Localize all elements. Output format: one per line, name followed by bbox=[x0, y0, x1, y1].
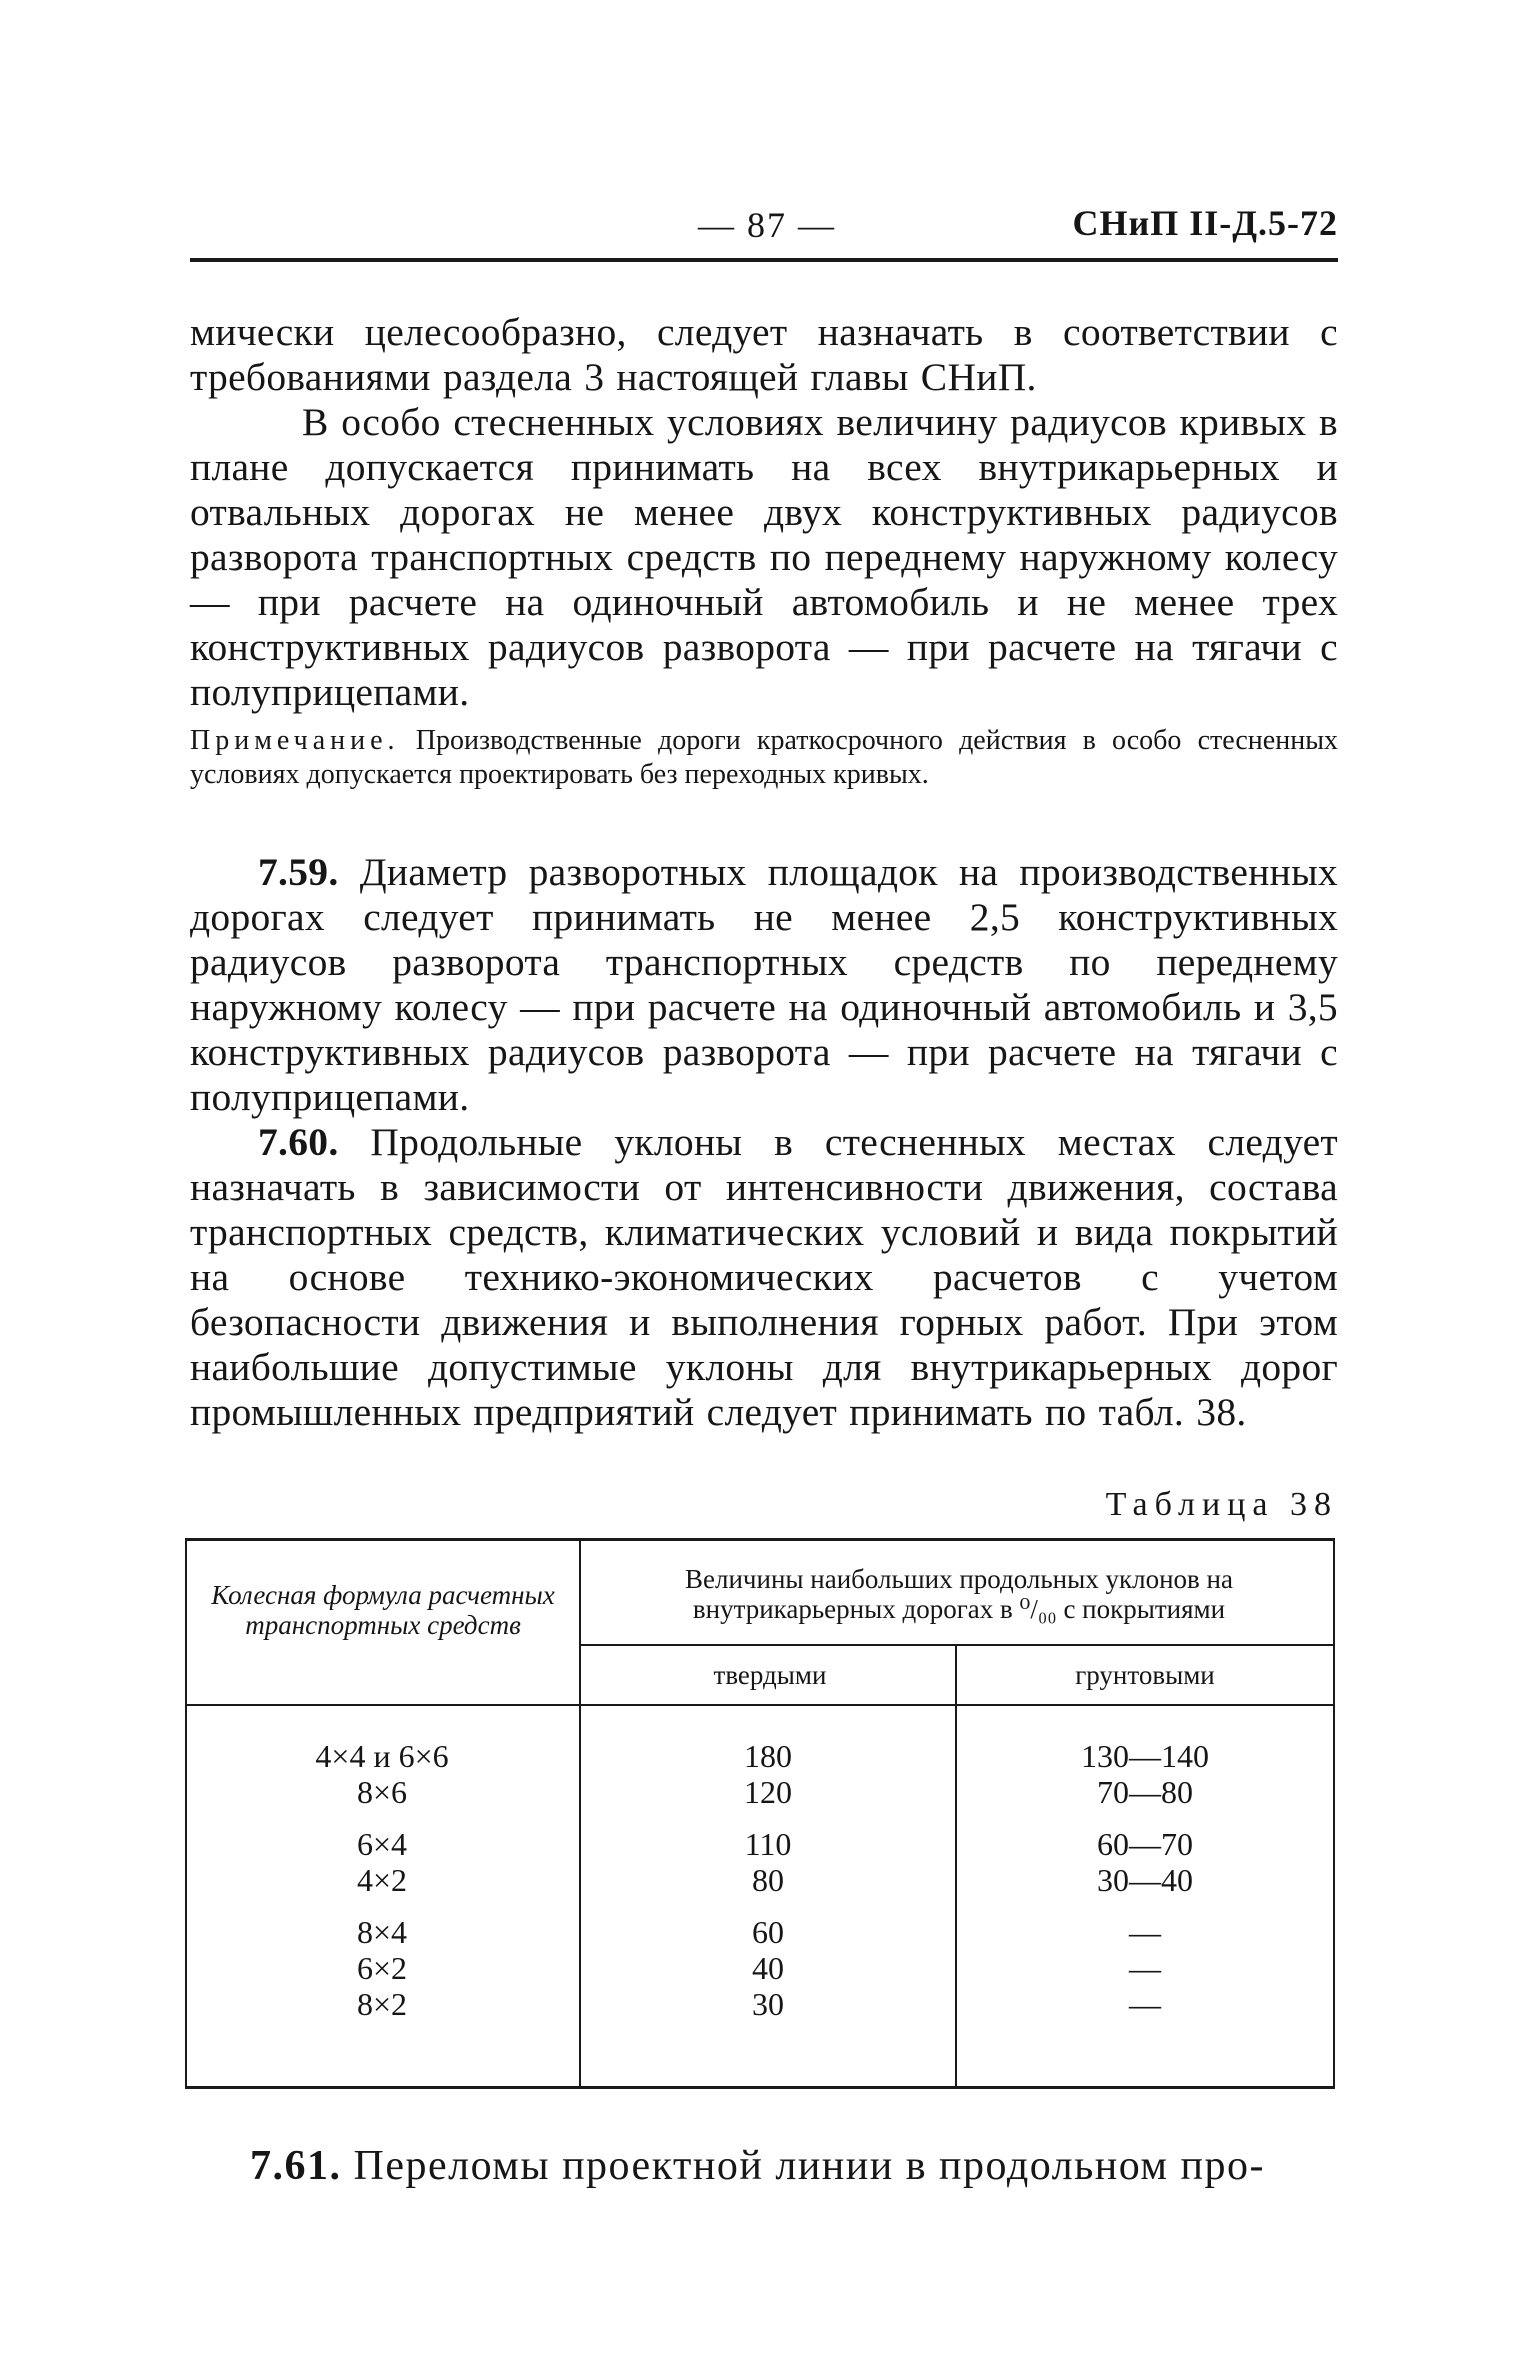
table-cell: 60 bbox=[752, 1914, 784, 1950]
table-bottom-rule bbox=[185, 2086, 1335, 2089]
page-header bbox=[190, 198, 1338, 258]
header-rule bbox=[190, 258, 1338, 262]
table-cell: 4×2 bbox=[356, 1862, 408, 1898]
column-hard bbox=[581, 1738, 955, 2022]
clause-text: Диаметр разворотных площадок на производственных дорогах следует принимать не менее 2,5 конструктивных радиусов разворота транспортных средств по переднему наружному колесу — при расчете на одиночный автомобиль и 3,5 конструктивных радиусов разворота — при расчете на тягачи с полуприцепами. bbox=[190, 850, 1338, 1119]
table-cell: 130—140 bbox=[1081, 1738, 1209, 1774]
table-cell: 120 bbox=[744, 1774, 792, 1810]
page-number: — 87 — bbox=[698, 205, 836, 245]
table-cell: 180 bbox=[744, 1738, 792, 1774]
paragraph-continuation: мически целесообразно, следует назначать в соответствии с требованиями раздела 3 настоящей главы СНиП. bbox=[190, 310, 1338, 399]
table-cell: 40 bbox=[752, 1950, 784, 1986]
table-header-rule bbox=[185, 1704, 1335, 1706]
table-cell: 8×2 bbox=[356, 1986, 408, 2022]
table-cell: 30 bbox=[752, 1986, 784, 2022]
header-wheel-formula: Колесная формула расчетных транспортных средств bbox=[211, 1580, 555, 1640]
paragraph-curve-radius: В особо стесненных условиях величину радиусов кривых в плане допускается принимать на всех внутрикарьерных и отвальных дорогах не менее двух конструктивных радиусов разворота транспортных средств по переднему наружному колесу — при расчете на одиночный автомобиль и не менее трех конструктивных радиусов разворота — при расчете на тягачи с полуприцепами. bbox=[190, 400, 1338, 714]
table-cell: 6×2 bbox=[356, 1950, 408, 1986]
table-cell: 80 bbox=[752, 1862, 784, 1898]
table-cell: 60—70 bbox=[1097, 1826, 1193, 1862]
gradient-table bbox=[185, 1538, 1335, 2090]
table-cell: — bbox=[1129, 1950, 1161, 1986]
note bbox=[190, 724, 1338, 792]
table-cell: 8×6 bbox=[356, 1774, 408, 1810]
table-cell: — bbox=[1129, 1986, 1161, 2022]
table-right-rule bbox=[1333, 1538, 1335, 2089]
paragraph-7-59 bbox=[190, 850, 1338, 1120]
table-cell: 6×4 bbox=[356, 1826, 408, 1862]
clause-number: 7.60. bbox=[258, 1120, 339, 1164]
table-cell: 30—40 bbox=[1097, 1862, 1193, 1898]
header-hard-surface: твердыми bbox=[713, 1660, 827, 1690]
document-code: СНиП II-Д.5-72 bbox=[1072, 203, 1338, 243]
column-formula bbox=[185, 1738, 579, 2022]
clause-text: Переломы проектной линии в продольном про- bbox=[353, 2143, 1265, 2189]
paragraph-7-61 bbox=[250, 2142, 1265, 2190]
table-caption: Таблица 38 bbox=[1105, 1486, 1338, 1523]
note-text: Производственные дороги краткосрочного действия в особо стесненных условиях допускается проектировать без переходных кривых. bbox=[190, 725, 1339, 790]
table-cell: 4×4 и 6×6 bbox=[315, 1738, 449, 1774]
header-gradient-values: Величины наибольших продольных уклонов на внутрикарьерных дорогах в ⁰/₀₀ с покрытиями bbox=[685, 1564, 1233, 1624]
column-soil bbox=[957, 1738, 1333, 2022]
clause-number: 7.61. bbox=[250, 2143, 342, 2189]
note-label: Примечание. bbox=[190, 725, 400, 756]
table-cell: 70—80 bbox=[1097, 1774, 1193, 1810]
header-soil-surface: грунтовыми bbox=[1075, 1660, 1215, 1690]
clause-number: 7.59. bbox=[258, 850, 339, 894]
table-top-rule bbox=[185, 1538, 1335, 1541]
table-subheader-rule bbox=[581, 1644, 1335, 1646]
paragraph-7-60 bbox=[190, 1120, 1338, 1435]
clause-text: Продольные уклоны в стесненных местах следует назначать в зависимости от интенсивности движения, состава транспортных средств, климатических условий и вида покрытий на основе технико-экономических расчетов с учетом безопасности движения и выполнения горных работ. При этом наибольшие допустимые уклоны для внутрикарьерных дорог промышленных предприятий следует принимать по табл. 38. bbox=[190, 1120, 1338, 1434]
table-cell: 110 bbox=[744, 1826, 792, 1862]
table-cell: — bbox=[1129, 1914, 1161, 1950]
table-cell: 8×4 bbox=[356, 1914, 408, 1950]
